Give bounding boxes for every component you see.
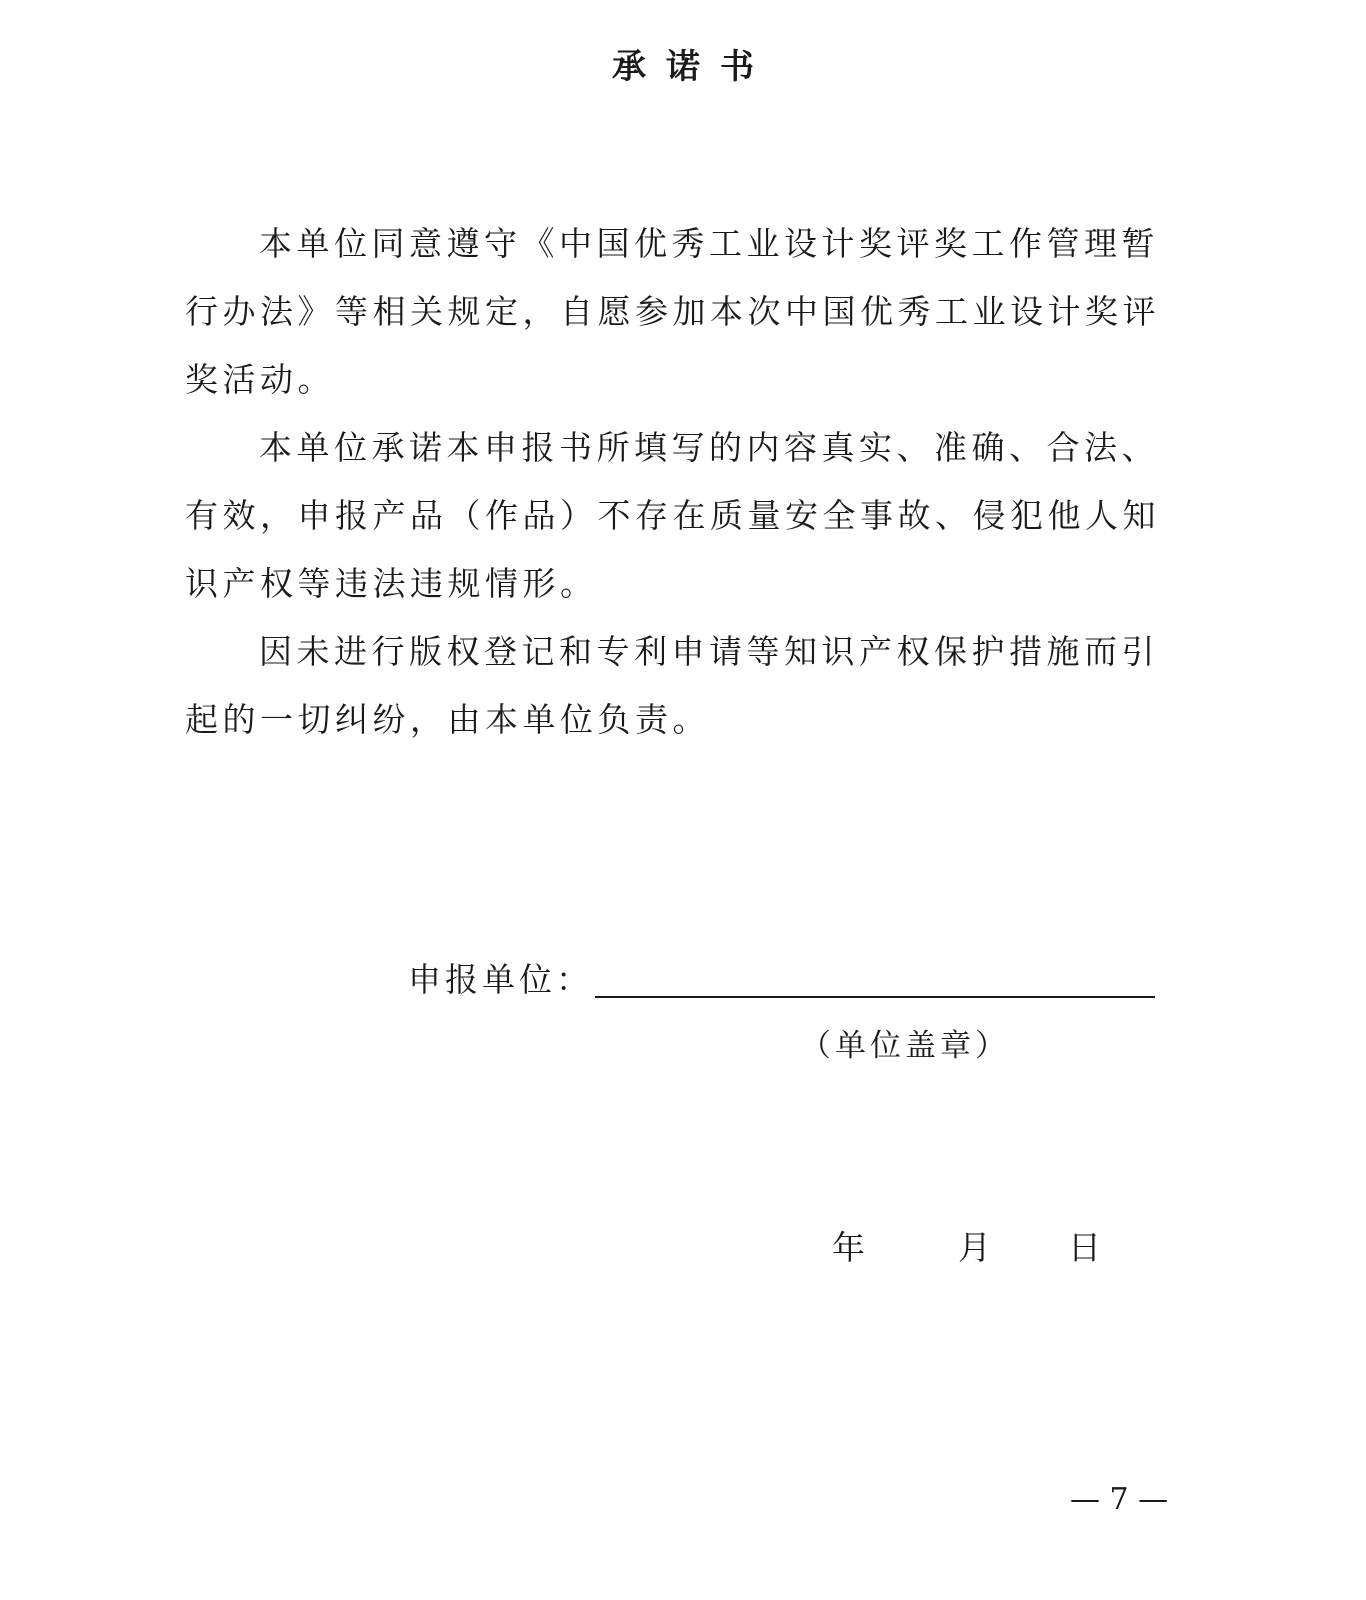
signature-row [408,952,1155,1008]
document-title: 承诺书 [612,47,774,87]
page-number: — 7 — [1070,1482,1169,1517]
paragraph-agreement: 本单位同意遵守《中国优秀工业设计奖评奖工作管理暂行办法》等相关规定，自愿参加本次中国优秀工业设计奖评奖活动。 [185,224,1160,399]
document-body [185,210,1185,754]
date-month-label: 月 [958,1228,991,1267]
paragraph-authenticity: 本单位承诺本申报书所填写的内容真实、准确、合法、有效，申报产品（作品）不存在质量安全事故、侵犯他人知识产权等违法违规情形。 [185,428,1160,603]
seal-note: （单位盖章） [800,1028,1010,1064]
date-day-label: 日 [1068,1228,1101,1267]
date-year-label: 年 [832,1228,865,1267]
paragraph-liability: 因未进行版权登记和专利申请等知识产权保护措施而引起的一切纠纷，由本单位负责。 [185,632,1159,739]
applicant-unit-label: 申报单位： [408,960,593,999]
applicant-unit-signature-line [595,996,1155,998]
